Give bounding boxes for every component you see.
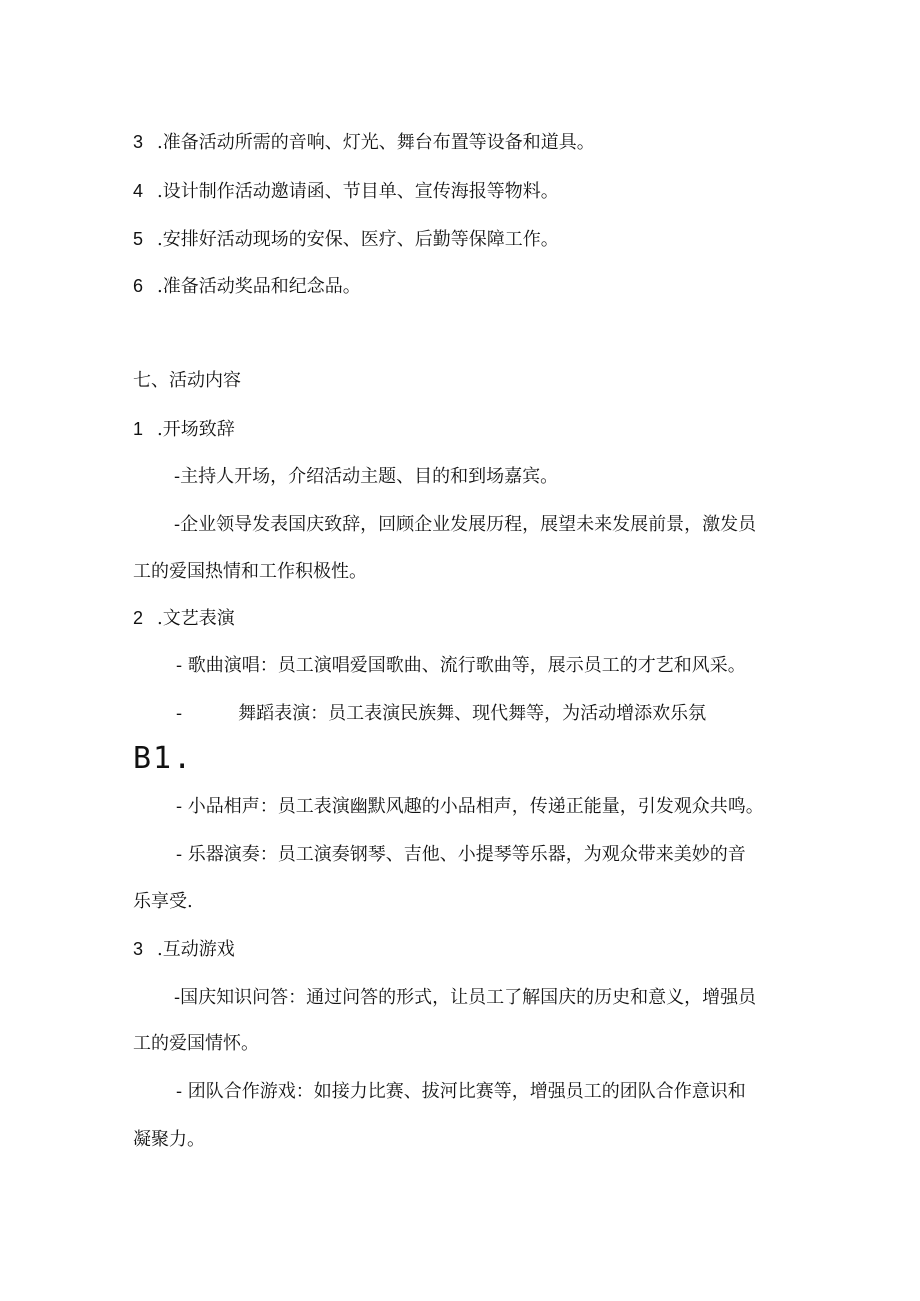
bullet-text: 舞蹈表演：员工表演民族舞、现代舞等，为活动增添欢乐氛	[238, 703, 707, 724]
item-text: .安排好活动现场的安保、医疗、后勤等保障工作。	[157, 229, 559, 250]
bullet-continuation: 工的爱国热情和工作积极性。	[133, 561, 367, 582]
subsection-number: 1	[133, 419, 144, 439]
item-text: .设计制作活动邀请函、节目单、宣传海报等物料。	[157, 181, 559, 202]
bullet-dash: -	[176, 703, 183, 724]
bullet-continuation: 乐享受.	[133, 891, 193, 912]
list-item	[133, 131, 595, 154]
item-number: 6	[133, 276, 144, 296]
list-item	[133, 180, 559, 203]
item-number: 4	[133, 181, 144, 201]
subsection-number: 3	[133, 939, 144, 959]
bullet-item: - 歌曲演唱：员工演唱爱国歌曲、流行歌曲等，展示员工的才艺和风采。	[176, 655, 746, 676]
bullet-item: - 小品相声：员工表演幽默风趣的小品相声，传递正能量，引发观众共鸣。	[176, 796, 764, 817]
bullet-continuation: 工的爱国情怀。	[133, 1033, 259, 1054]
item-text: .准备活动奖品和纪念品。	[157, 276, 361, 297]
section-heading: 七、活动内容	[133, 370, 241, 391]
bullet-item: - 乐器演奏：员工演奏钢琴、吉他、小提琴等乐器，为观众带来美妙的音	[176, 844, 746, 865]
list-item	[133, 275, 361, 298]
bullet-item: -主持人开场，介绍活动主题、目的和到场嘉宾。	[174, 466, 559, 487]
bullet-item: -国庆知识问答：通过问答的形式，让员工了解国庆的历史和意义，增强员	[174, 987, 757, 1008]
subsection-title	[133, 418, 235, 441]
list-item	[133, 228, 559, 251]
subsection-label: .开场致辞	[157, 419, 235, 440]
item-text: .准备活动所需的音响、灯光、舞台布置等设备和道具。	[157, 132, 595, 153]
bullet-item: - 团队合作游戏：如接力比赛、拔河比赛等，增强员工的团队合作意识和	[176, 1081, 746, 1102]
stray-text: B1.	[133, 741, 194, 776]
bullet-item: -企业领导发表国庆致辞，回顾企业发展历程，展望未来发展前景，激发员	[174, 514, 757, 535]
item-number: 5	[133, 229, 144, 249]
bullet-continuation: 凝聚力。	[133, 1129, 205, 1150]
subsection-label: .互动游戏	[157, 939, 235, 960]
item-number: 3	[133, 132, 144, 152]
subsection-title	[133, 938, 235, 961]
bullet-item	[176, 703, 706, 725]
subsection-title	[133, 607, 235, 630]
subsection-label: .文艺表演	[157, 608, 235, 629]
subsection-number: 2	[133, 608, 144, 628]
